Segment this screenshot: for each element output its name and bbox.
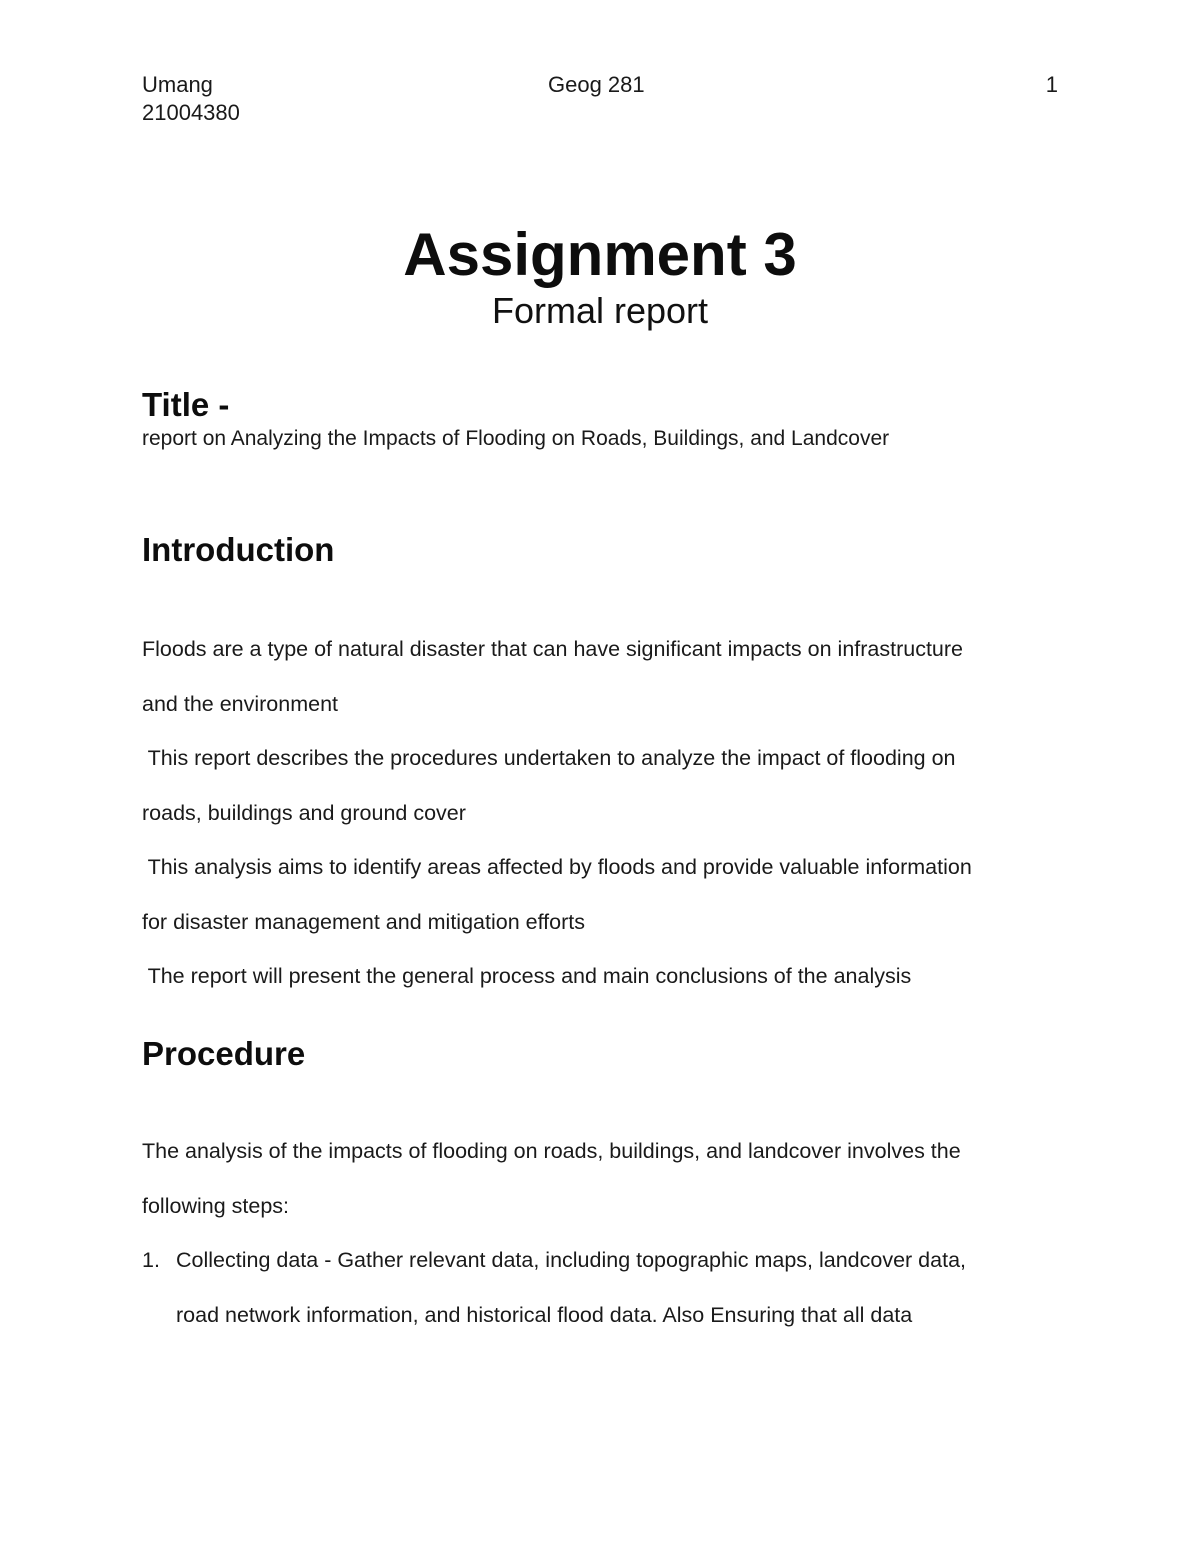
procedure-line: following steps: bbox=[142, 1193, 289, 1218]
procedure-step-number: 1. bbox=[142, 1248, 160, 1272]
introduction-heading: Introduction bbox=[142, 531, 335, 568]
introduction-heading-wrap bbox=[142, 530, 1062, 570]
introduction-line: and the environment bbox=[142, 691, 339, 716]
procedure-heading-wrap bbox=[142, 1034, 1062, 1074]
introduction-line: for disaster management and mitigation efforts bbox=[142, 909, 585, 934]
procedure-step bbox=[142, 1233, 1062, 1342]
procedure-heading: Procedure bbox=[142, 1035, 306, 1072]
document-subtitle: Formal report bbox=[491, 290, 709, 331]
introduction-body bbox=[142, 622, 1062, 1004]
introduction-line: roads, buildings and ground cover bbox=[142, 800, 466, 825]
introduction-line: This analysis aims to identify areas affected by floods and provide valuable information bbox=[142, 855, 972, 879]
title-section-heading: Title - bbox=[142, 386, 230, 423]
procedure-body bbox=[142, 1124, 1062, 1342]
header-author-name: Umang bbox=[142, 72, 213, 97]
title-section-text: report on Analyzing the Impacts of Flooding on Roads, Buildings, and Landcover bbox=[142, 427, 890, 450]
header-student-id: 21004380 bbox=[142, 100, 240, 125]
introduction-line: The report will present the general process and main conclusions of the analysis bbox=[142, 964, 912, 988]
title-section bbox=[142, 385, 1062, 453]
procedure-step-line: road network information, and historical flood data. Also Ensuring that all data bbox=[176, 1302, 913, 1327]
header-page-number: 1 bbox=[1045, 72, 1058, 97]
header-course: Geog 281 bbox=[548, 72, 645, 97]
introduction-line: Floods are a type of natural disaster that can have significant impacts on infrastructure bbox=[142, 637, 964, 661]
procedure-step-line: Collecting data - Gather relevant data, including topographic maps, landcover data, bbox=[176, 1248, 966, 1272]
document-title: Assignment 3 bbox=[403, 221, 797, 288]
title-block bbox=[0, 222, 1200, 332]
procedure-steps-list bbox=[142, 1233, 1062, 1342]
procedure-line: The analysis of the impacts of flooding on roads, buildings, and landcover involves the bbox=[142, 1139, 961, 1163]
introduction-line: This report describes the procedures undertaken to analyze the impact of flooding on bbox=[142, 746, 956, 770]
